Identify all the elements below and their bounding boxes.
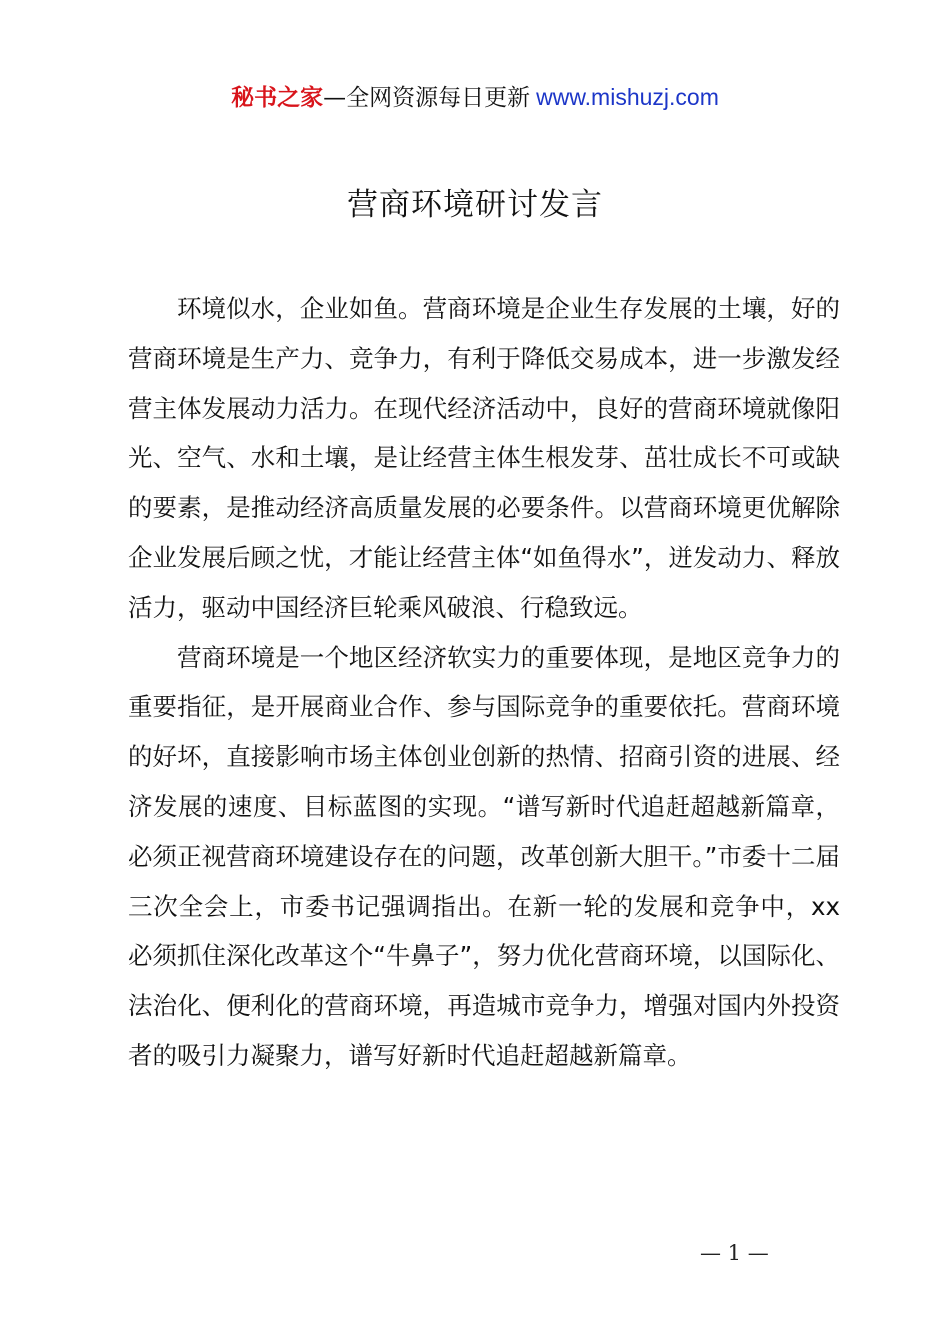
document-title: 营商环境研讨发言	[347, 187, 603, 223]
paragraph-2: 营商环境是一个地区经济软实力的重要体现，是地区竞争力的重要指征，是开展商业合作、参与国际竞争的重要依托。营商环境的好坏，直接影响市场主体创业创新的热情、招商引资的进展、经济发展的速度、目标蓝图的实现。“谱写新时代追赶超越新篇章，必须正视营商环境建设存在的问题，改革创新大胆干。”市委十二届三次全会上，市委书记强调指出。在新一轮的发展和竞争中，xx必须抓住深化改革这个“牛鼻子”，努力优化营商环境，以国际化、法治化、便利化的营商环境，再造城市竞争力，增强对国内外投资者的吸引力凝聚力，谱写好新时代追赶超越新篇章。	[128, 642, 840, 1070]
header-dash: —	[323, 85, 347, 111]
page-number: — 1 —	[700, 1241, 769, 1265]
paragraph-1: 环境似水，企业如鱼。营商环境是企业生存发展的土壤，好的营商环境是生产力、竞争力，有利于降低交易成本，进一步激发经营主体发展动力活力。在现代经济活动中，良好的营商环境就像阳光、空气、水和土壤，是让经营主体生根发芽、茁壮成长不可或缺的要素，是推动经济高质量发展的必要条件。以营商环境更优解除企业发展后顾之忧，才能让经营主体“如鱼得水”，迸发动力、释放活力，驱动中国经济巨轮乘风破浪、行稳致远。	[128, 294, 840, 622]
header-tagline: 全网资源每日更新	[346, 85, 531, 111]
site-header	[0, 82, 950, 113]
brand-name: 秘书之家	[231, 85, 324, 111]
site-url-link[interactable]: www.mishuzj.com	[536, 84, 719, 110]
document-body	[128, 284, 840, 1081]
